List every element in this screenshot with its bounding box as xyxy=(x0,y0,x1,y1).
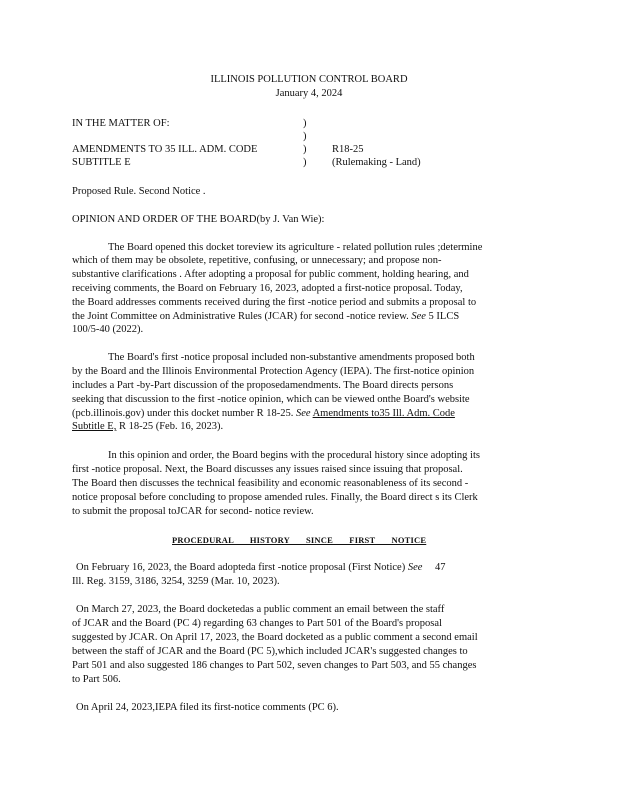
amendments-line: AMENDMENTS TO 35 ILL. ADM. CODE xyxy=(72,144,258,155)
paragraph-text: the Joint Committee on Administrative Rules (JCAR) for second -notice review. xyxy=(72,311,409,322)
paragraph-line: by the Board and the Illinois Environmental Protection Agency (IEPA). The first-notice opinion xyxy=(72,366,475,377)
paragraph-line: includes a Part -by-Part discussion of the proposedamendments. The Board directs persons xyxy=(72,380,454,391)
paragraph-line: Part 501 and also suggested 186 changes to Part 502, seven changes to Part 503, and 55 changes xyxy=(72,660,477,671)
paragraph-line: On March 27, 2023, the Board docketedas a public comment an email between the staff xyxy=(76,604,445,615)
paragraph-text: On February 16, 2023, the Board adopteda first -notice proposal (First Notice) xyxy=(76,562,406,573)
citation-signal: See xyxy=(295,408,311,419)
paragraph-line: In this opinion and order, the Board begins with the procedural history since adopting its xyxy=(108,450,480,461)
opinion-title: OPINION AND ORDER OF THE BOARD(by J. Van Wie): xyxy=(72,214,325,225)
matter-label: IN THE MATTER OF: xyxy=(72,118,170,129)
citation-signal: See xyxy=(411,311,426,322)
paragraph-text: 47 xyxy=(435,562,446,573)
paragraph-line xyxy=(72,420,223,434)
paragraph-line: On April 24, 2023,IEPA filed its first-notice comments (PC 6). xyxy=(76,702,339,713)
docket-type: (Rulemaking - Land) xyxy=(332,157,421,168)
paragraph-line: which of them may be obsolete, repetitive, confusing, or unnecessary; and propose non- xyxy=(72,255,442,266)
paragraph-line: between the staff of JCAR and the Board (PC 5),which included JCAR's suggested changes to xyxy=(72,646,468,657)
paragraph-line: suggested by JCAR. On April 17, 2023, the Board docketed as a public comment a second email xyxy=(72,632,478,643)
paragraph-line: first -notice proposal. Next, the Board discusses any issues raised since issuing that proposal. xyxy=(72,464,463,475)
caption-paren: ) xyxy=(303,118,307,129)
paragraph-text: 5 ILCS xyxy=(428,311,460,322)
caption-paren: ) xyxy=(303,131,307,142)
paragraph-line: The Board's first -notice proposal included non-substantive amendments proposed both xyxy=(108,352,475,363)
caption-paren: ) xyxy=(303,144,307,155)
docket-number: R18-25 xyxy=(332,144,364,155)
paragraph-line: Ill. Reg. 3159, 3186, 3254, 3259 (Mar. 10, 2023). xyxy=(72,576,280,587)
citation-signal: See xyxy=(407,562,423,573)
paragraph-line xyxy=(72,407,455,421)
paragraph-line: The Board then discusses the technical feasibility and economic reasonableness of its second - xyxy=(72,478,469,489)
paragraph-line: to submit the proposal toJCAR for second- notice review. xyxy=(72,506,314,517)
document-date: January 4, 2024 xyxy=(275,88,343,99)
case-title: Amendments to35 Ill. Adm. Code xyxy=(312,408,455,419)
paragraph-line: the Board addresses comments received during the first -notice period and submits a proposal to xyxy=(72,297,477,308)
case-title: Subtitle E, xyxy=(72,421,117,432)
paragraph-line: notice proposal before concluding to propose amended rules. Finally, the Board direct s its Clerk xyxy=(72,492,478,503)
paragraph-line: to Part 506. xyxy=(72,674,121,685)
paragraph-line: 100/5-40 (2022). xyxy=(72,324,144,335)
proposed-rule-line: Proposed Rule. Second Notice . xyxy=(72,186,206,197)
paragraph-text: R 18-25 (Feb. 16, 2023). xyxy=(116,421,224,432)
subtitle-line: SUBTITLE E xyxy=(72,157,131,168)
paragraph-line xyxy=(76,561,446,575)
paragraph-line xyxy=(72,310,459,324)
paragraph-line: of JCAR and the Board (PC 4) regarding 63 changes to Part 501 of the Board's proposal xyxy=(72,618,442,629)
caption-paren: ) xyxy=(303,157,307,168)
paragraph-line: The Board opened this docket toreview its agriculture - related pollution rules ;determine xyxy=(108,242,483,253)
paragraph-line: receiving comments, the Board on February 16, 2023, adopted a first-notice proposal. Today, xyxy=(72,283,463,294)
paragraph-line: seeking that discussion to the first -notice opinion, which can be viewed onthe Board's website xyxy=(72,394,470,405)
section-heading: PROCEDURAL HISTORY SINCE FIRST NOTICE xyxy=(172,535,427,545)
paragraph-line: substantive clarifications . After adopting a proposal for public comment, holding hearing, and xyxy=(72,269,469,280)
paragraph-text: (pcb.illinois.gov) under this docket number R 18-25. xyxy=(72,408,294,419)
board-name: ILLINOIS POLLUTION CONTROL BOARD xyxy=(210,74,408,85)
